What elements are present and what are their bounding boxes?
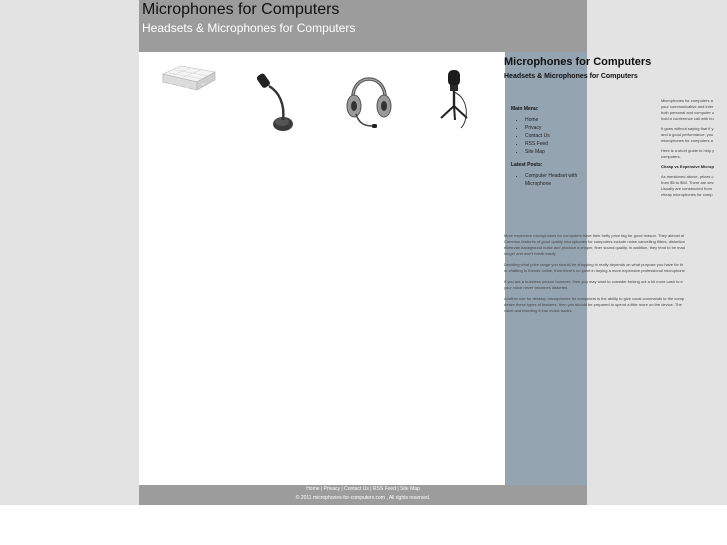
article-body <box>504 233 727 319</box>
footer-links: Home | Privacy | Contact Us | RSS Feed | Site Map <box>306 486 420 492</box>
content-title: Microphones for Computers <box>504 56 652 68</box>
content-subtitle: Headsets & Microphones for Computers <box>504 73 638 80</box>
footer-link-sitemap[interactable]: Site Map <box>400 486 420 492</box>
menu-item-rss[interactable]: • RSS Feed <box>525 140 589 148</box>
article-paragraph-1: Microphones for computers a your communicative and inter both personal and computer u hold a conference call with bu <box>661 98 715 121</box>
footer-link-contact[interactable]: Contact Us <box>344 486 369 492</box>
latest-posts-heading: Latest Posts: <box>511 162 543 168</box>
headset-image <box>343 64 395 132</box>
article-paragraph-3: Here is a short guide to help y computers. <box>661 148 715 159</box>
menu-item-privacy[interactable]: • Privacy <box>525 124 589 132</box>
menu-item-home[interactable]: • Home <box>525 116 589 124</box>
latest-posts-list <box>512 172 589 188</box>
main-menu <box>512 116 589 156</box>
site-tagline: Headsets & Microphones for Computers <box>142 21 356 35</box>
article-paragraph-4: As mentioned above, prices c from $5 to $50. There are sev Usually are constructed from cheap microphones for comp <box>661 174 714 197</box>
site-footer <box>139 485 587 505</box>
article-section-heading: Cheap vs Expensive Microp <box>661 164 714 169</box>
body-paragraph-1: More expensive microphones for computers have their hefty price tag for good reason. They almost al Common features of good quality microphones for computers include noise cancelling filters, distortion eliminate background noise and produce a crisper, finer sound quality. In addition, they tend to be mad longer and won't break easily. <box>504 233 685 256</box>
footer-link-rss[interactable]: RSS Feed <box>372 486 396 492</box>
site-header <box>139 0 587 52</box>
site-title[interactable]: Microphones for Computers <box>142 1 340 18</box>
mattress-image <box>159 64 217 100</box>
main-menu-heading: Main Menu: <box>511 106 539 112</box>
article-column <box>661 98 727 202</box>
menu-item-sitemap[interactable]: • Site Map <box>525 148 589 156</box>
menu-item-contact[interactable]: • Contact Us <box>525 132 589 140</box>
body-paragraph-2: Deciding what price range you should be shopping in really depends on what purpose you have for th or chatting to friends online, then there's no point in buying a more expensive professional microphone <box>504 262 685 273</box>
body-paragraph-3: If you are a business person however, then you may want to consider forking out a bit more cash to e your voice never becomes distorted. <box>504 279 683 290</box>
latest-post-item[interactable]: • Computer Headset with Microphone <box>525 172 589 188</box>
main-content <box>139 52 505 485</box>
tripod-microphone-image <box>433 64 473 132</box>
article-paragraph-2: It goes without saying that if y and a good performance, you microphones for computers a <box>661 126 714 143</box>
footer-copyright: © 2011 microphones-for-computers.com , All rights reserved. <box>295 495 431 501</box>
footer-link-privacy[interactable]: Privacy <box>323 486 341 492</box>
body-paragraph-4: Another use for desktop microphones for computers is the ability to give vocal commands to the comp desire these types of features, then you should be prepared to spend a little more on the device. The voice and inserting it into music tracks. <box>504 296 685 313</box>
gooseneck-microphone-image <box>251 64 301 132</box>
footer-link-home[interactable]: Home <box>306 486 320 492</box>
